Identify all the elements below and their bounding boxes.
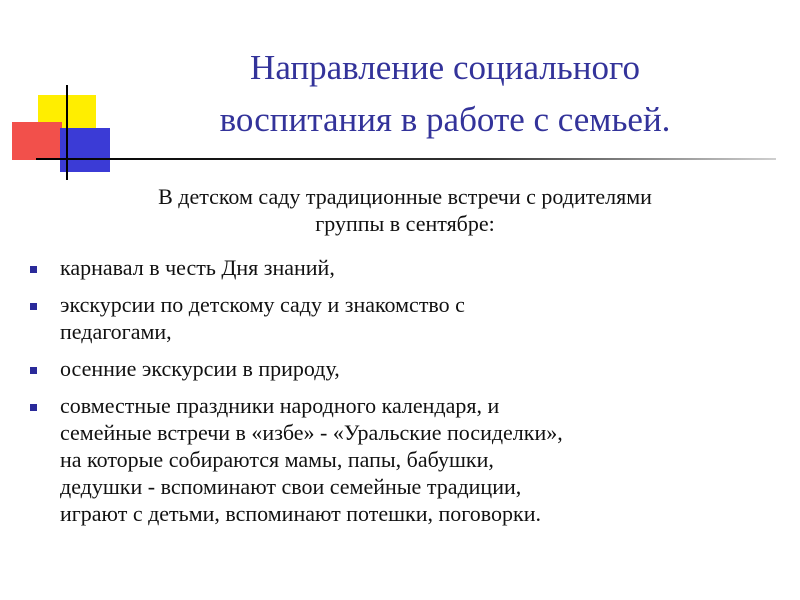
intro-line: В детском саду традиционные встречи с родителями [158,184,652,209]
bullet-line: на которые собираются мамы, папы, бабушки, [60,447,494,472]
bullet-line: осенние экскурсии в природу, [60,356,340,381]
title-underline-rule [36,158,776,160]
bullet-line: экскурсии по детскому саду и знакомство с [60,292,465,317]
title-line: Направление социального [250,48,640,87]
bullet-item [26,291,776,345]
bullet-item [26,392,776,527]
vertical-rule [66,85,68,180]
bullet-line: дедушки - вспоминают свои семейные традиции, [60,474,522,499]
bullet-item [26,254,776,281]
square-bullet-icon [30,266,37,273]
bullet-line: совместные праздники народного календаря, и [60,393,500,418]
intro-paragraph [40,183,770,237]
square-bullet-icon [30,367,37,374]
bullet-line: играют с детьми, вспоминают потешки, поговорки. [60,501,541,526]
bullet-line: педагогами, [60,319,172,344]
decorative-squares-logo [0,0,120,180]
square-bullet-icon [30,404,37,411]
bullet-line: семейные встречи в «избе» - «Уральские посиделки», [60,420,563,445]
bullet-line: карнавал в честь Дня знаний, [60,255,335,280]
bullet-list [26,254,776,527]
slide-title [140,42,750,146]
red-square [12,122,62,160]
bullet-item [26,355,776,382]
square-bullet-icon [30,303,37,310]
title-line: воспитания в работе с семьей. [219,100,671,139]
intro-line: группы в сентябре: [315,211,495,236]
